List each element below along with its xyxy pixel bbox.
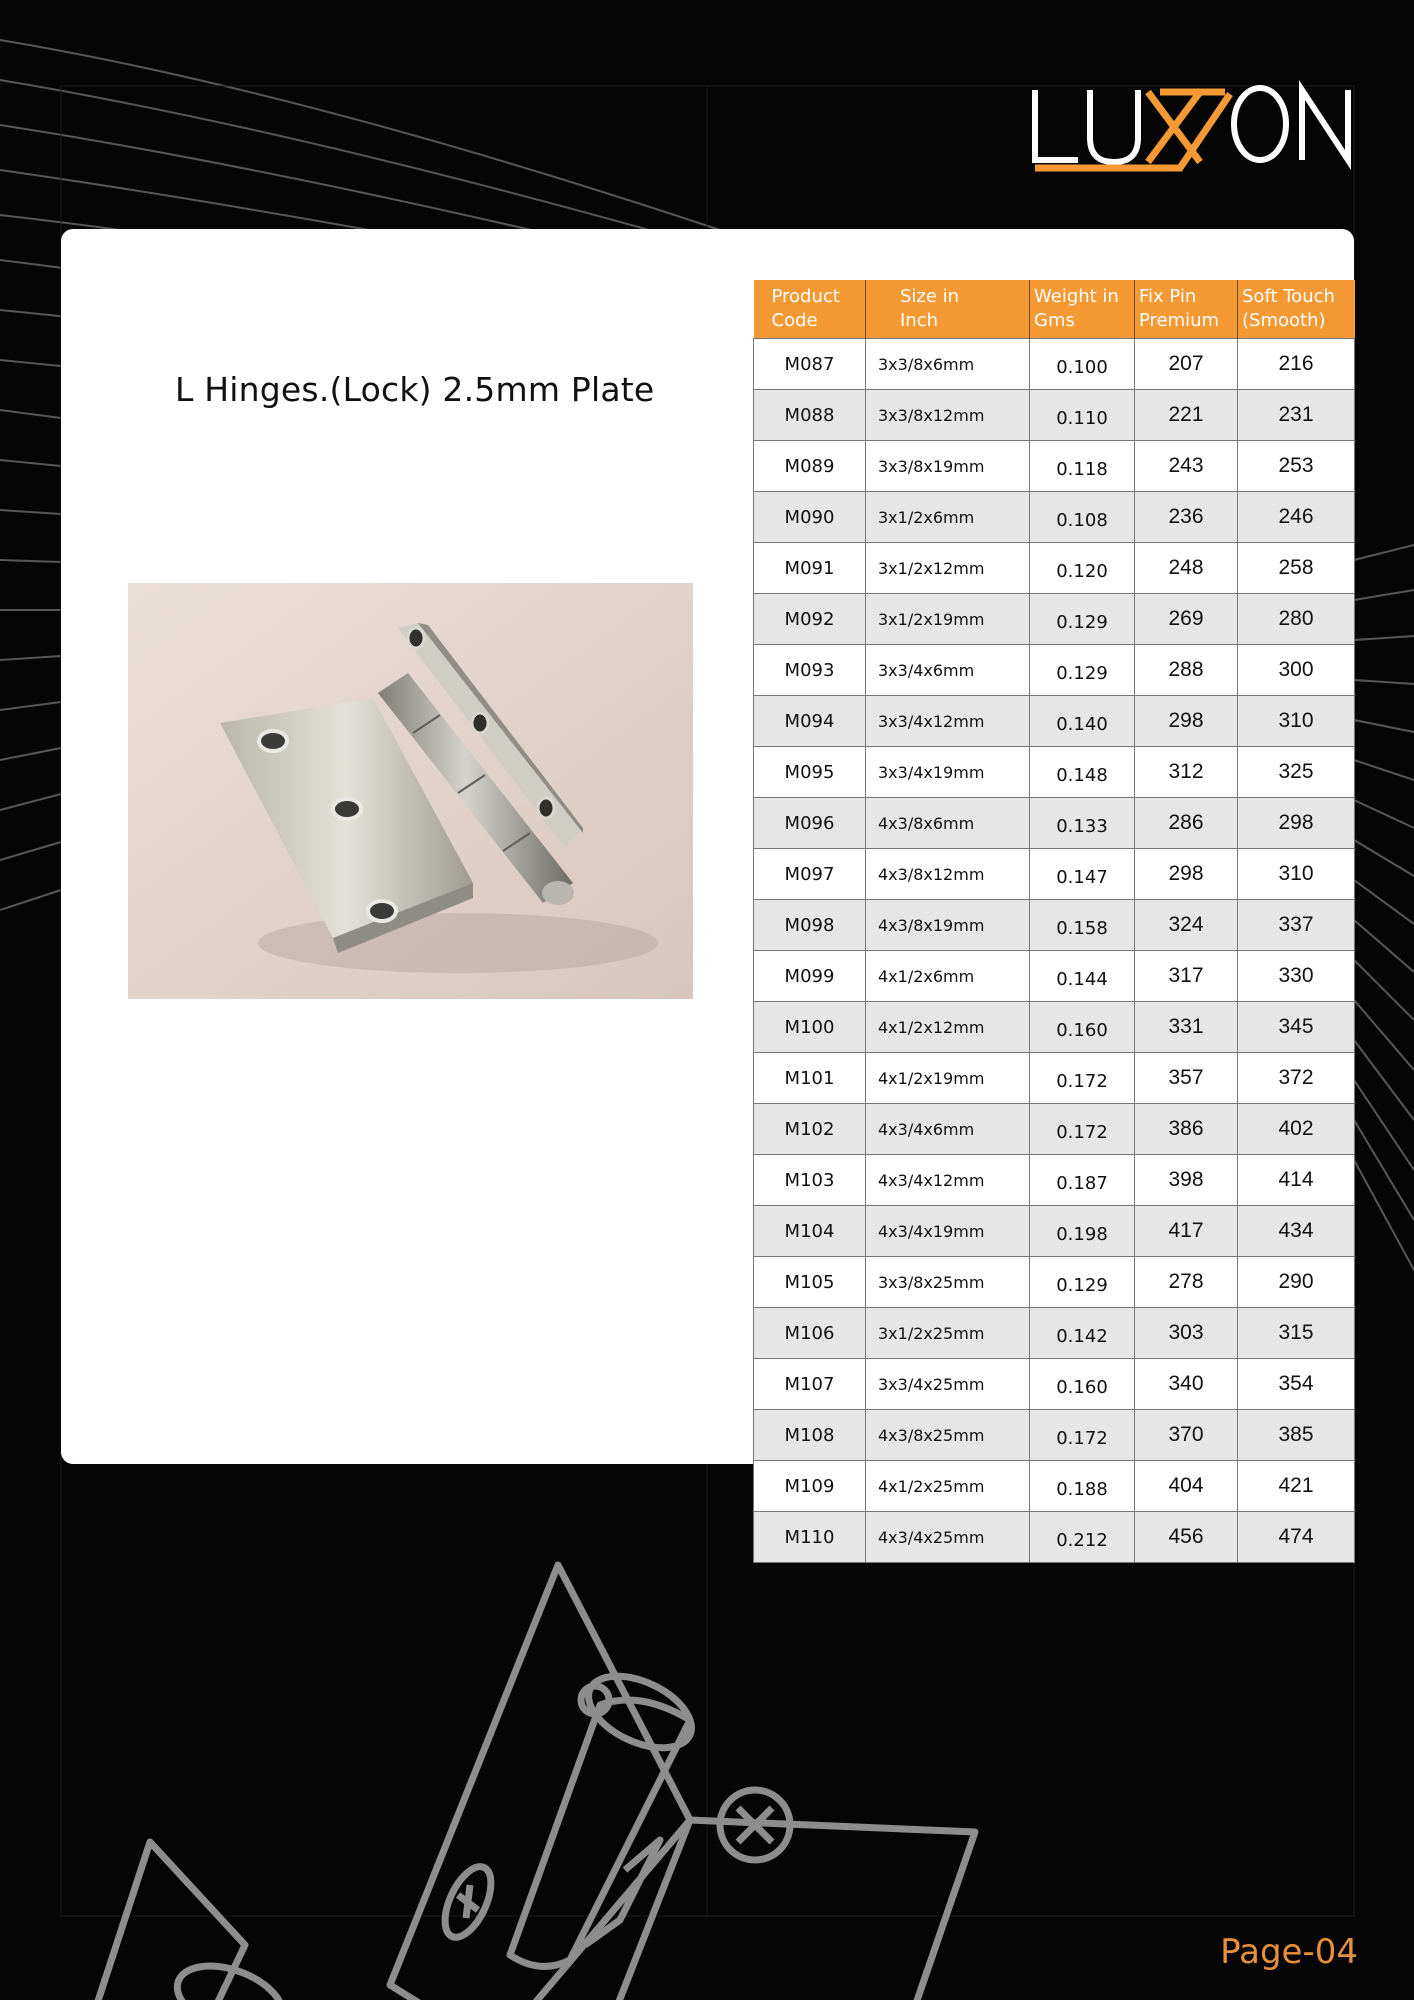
- table-body: [754, 339, 1355, 1563]
- cell-soft-touch-price: 310: [1238, 696, 1355, 747]
- cell-size: 4x1/2x6mm: [866, 951, 1030, 1002]
- table-row: [754, 1155, 1355, 1206]
- cell-fix-pin-price: 286: [1135, 798, 1238, 849]
- cell-weight: 0.108: [1030, 492, 1135, 543]
- cell-weight: 0.212: [1030, 1512, 1135, 1563]
- cell-product-code: M093: [754, 645, 866, 696]
- cell-weight: 0.142: [1030, 1308, 1135, 1359]
- cell-weight: 0.129: [1030, 645, 1135, 696]
- cell-size: 4x3/8x25mm: [866, 1410, 1030, 1461]
- table-row: [754, 900, 1355, 951]
- cell-product-code: M103: [754, 1155, 866, 1206]
- cell-weight: 0.172: [1030, 1410, 1135, 1461]
- cell-soft-touch-price: 280: [1238, 594, 1355, 645]
- luxon-logo: [1030, 80, 1360, 180]
- cell-weight: 0.172: [1030, 1104, 1135, 1155]
- cell-weight: 0.120: [1030, 543, 1135, 594]
- table-row: [754, 747, 1355, 798]
- header-size: Size in Inch: [866, 280, 1030, 339]
- cell-product-code: M106: [754, 1308, 866, 1359]
- cell-weight: 0.187: [1030, 1155, 1135, 1206]
- cell-weight: 0.158: [1030, 900, 1135, 951]
- table-row: [754, 339, 1355, 390]
- cell-product-code: M089: [754, 441, 866, 492]
- cell-soft-touch-price: 253: [1238, 441, 1355, 492]
- cell-soft-touch-price: 231: [1238, 390, 1355, 441]
- cell-product-code: M100: [754, 1002, 866, 1053]
- header-weight: Weight in Gms: [1030, 280, 1135, 339]
- cell-size: 4x1/2x19mm: [866, 1053, 1030, 1104]
- cell-soft-touch-price: 385: [1238, 1410, 1355, 1461]
- cell-product-code: M087: [754, 339, 866, 390]
- cell-size: 3x3/8x25mm: [866, 1257, 1030, 1308]
- cell-weight: 0.144: [1030, 951, 1135, 1002]
- cell-fix-pin-price: 370: [1135, 1410, 1238, 1461]
- cell-size: 4x1/2x25mm: [866, 1461, 1030, 1512]
- cell-soft-touch-price: 246: [1238, 492, 1355, 543]
- cell-weight: 0.160: [1030, 1359, 1135, 1410]
- cell-size: 4x3/8x12mm: [866, 849, 1030, 900]
- spec-table: [753, 280, 1355, 1563]
- page-number: Page-04: [1220, 1932, 1358, 1972]
- cell-product-code: M096: [754, 798, 866, 849]
- cell-soft-touch-price: 315: [1238, 1308, 1355, 1359]
- cell-soft-touch-price: 310: [1238, 849, 1355, 900]
- cell-soft-touch-price: 434: [1238, 1206, 1355, 1257]
- table-row: [754, 1308, 1355, 1359]
- cell-product-code: M105: [754, 1257, 866, 1308]
- cell-size: 4x3/4x25mm: [866, 1512, 1030, 1563]
- cell-soft-touch-price: 330: [1238, 951, 1355, 1002]
- cell-size: 3x3/8x19mm: [866, 441, 1030, 492]
- cell-fix-pin-price: 278: [1135, 1257, 1238, 1308]
- cell-soft-touch-price: 298: [1238, 798, 1355, 849]
- cell-size: 4x3/8x6mm: [866, 798, 1030, 849]
- cell-product-code: M101: [754, 1053, 866, 1104]
- cell-fix-pin-price: 288: [1135, 645, 1238, 696]
- header-fix-pin: Fix Pin Premium: [1135, 280, 1238, 339]
- cell-size: 3x1/2x6mm: [866, 492, 1030, 543]
- cell-fix-pin-price: 207: [1135, 339, 1238, 390]
- cell-product-code: M090: [754, 492, 866, 543]
- table-row: [754, 1206, 1355, 1257]
- cell-product-code: M095: [754, 747, 866, 798]
- cell-fix-pin-price: 303: [1135, 1308, 1238, 1359]
- cell-size: 4x3/4x6mm: [866, 1104, 1030, 1155]
- table-row: [754, 1359, 1355, 1410]
- cell-product-code: M088: [754, 390, 866, 441]
- cell-soft-touch-price: 402: [1238, 1104, 1355, 1155]
- cell-size: 3x3/4x19mm: [866, 747, 1030, 798]
- table-row: [754, 1002, 1355, 1053]
- cell-weight: 0.160: [1030, 1002, 1135, 1053]
- cell-fix-pin-price: 340: [1135, 1359, 1238, 1410]
- cell-fix-pin-price: 312: [1135, 747, 1238, 798]
- cell-soft-touch-price: 337: [1238, 900, 1355, 951]
- cell-size: 4x3/8x19mm: [866, 900, 1030, 951]
- header-soft-touch: Soft Touch (Smooth): [1238, 280, 1355, 339]
- cell-weight: 0.110: [1030, 390, 1135, 441]
- cell-fix-pin-price: 248: [1135, 543, 1238, 594]
- table-row: [754, 543, 1355, 594]
- cell-soft-touch-price: 258: [1238, 543, 1355, 594]
- cell-product-code: M099: [754, 951, 866, 1002]
- cell-size: 3x3/8x12mm: [866, 390, 1030, 441]
- cell-fix-pin-price: 357: [1135, 1053, 1238, 1104]
- cell-weight: 0.147: [1030, 849, 1135, 900]
- cell-soft-touch-price: 354: [1238, 1359, 1355, 1410]
- cell-weight: 0.129: [1030, 594, 1135, 645]
- cell-product-code: M094: [754, 696, 866, 747]
- table-row: [754, 1257, 1355, 1308]
- table-row: [754, 951, 1355, 1002]
- cell-product-code: M098: [754, 900, 866, 951]
- header-product-code: Product Code: [754, 280, 866, 339]
- table-row: [754, 696, 1355, 747]
- table-row: [754, 1410, 1355, 1461]
- cell-size: 3x3/4x6mm: [866, 645, 1030, 696]
- cell-fix-pin-price: 331: [1135, 1002, 1238, 1053]
- cell-weight: 0.198: [1030, 1206, 1135, 1257]
- cell-weight: 0.129: [1030, 1257, 1135, 1308]
- cell-soft-touch-price: 216: [1238, 339, 1355, 390]
- table-row: [754, 594, 1355, 645]
- table-row: [754, 1104, 1355, 1155]
- cell-soft-touch-price: 421: [1238, 1461, 1355, 1512]
- cell-product-code: M092: [754, 594, 866, 645]
- cell-size: 3x1/2x25mm: [866, 1308, 1030, 1359]
- cell-product-code: M107: [754, 1359, 866, 1410]
- cell-product-code: M091: [754, 543, 866, 594]
- cell-weight: 0.188: [1030, 1461, 1135, 1512]
- table-row: [754, 492, 1355, 543]
- cell-soft-touch-price: 300: [1238, 645, 1355, 696]
- cell-product-code: M104: [754, 1206, 866, 1257]
- table-row: [754, 390, 1355, 441]
- table-row: [754, 1053, 1355, 1104]
- table-row: [754, 849, 1355, 900]
- cell-soft-touch-price: 345: [1238, 1002, 1355, 1053]
- cell-fix-pin-price: 269: [1135, 594, 1238, 645]
- cell-weight: 0.100: [1030, 339, 1135, 390]
- cell-product-code: M110: [754, 1512, 866, 1563]
- cell-fix-pin-price: 298: [1135, 696, 1238, 747]
- cell-size: 3x3/4x12mm: [866, 696, 1030, 747]
- cell-fix-pin-price: 298: [1135, 849, 1238, 900]
- cell-product-code: M102: [754, 1104, 866, 1155]
- cell-weight: 0.133: [1030, 798, 1135, 849]
- cell-fix-pin-price: 221: [1135, 390, 1238, 441]
- cell-size: 4x1/2x12mm: [866, 1002, 1030, 1053]
- hinge-line-art: [0, 1500, 1414, 2000]
- cell-fix-pin-price: 456: [1135, 1512, 1238, 1563]
- cell-size: 3x3/8x6mm: [866, 339, 1030, 390]
- cell-fix-pin-price: 386: [1135, 1104, 1238, 1155]
- table-row: [754, 441, 1355, 492]
- table-row: [754, 645, 1355, 696]
- cell-product-code: M108: [754, 1410, 866, 1461]
- cell-fix-pin-price: 398: [1135, 1155, 1238, 1206]
- cell-fix-pin-price: 243: [1135, 441, 1238, 492]
- cell-size: 3x1/2x12mm: [866, 543, 1030, 594]
- cell-size: 3x3/4x25mm: [866, 1359, 1030, 1410]
- cell-size: 4x3/4x12mm: [866, 1155, 1030, 1206]
- cell-product-code: M097: [754, 849, 866, 900]
- cell-soft-touch-price: 325: [1238, 747, 1355, 798]
- cell-soft-touch-price: 290: [1238, 1257, 1355, 1308]
- cell-product-code: M109: [754, 1461, 866, 1512]
- table-header-row: [754, 280, 1355, 339]
- cell-fix-pin-price: 417: [1135, 1206, 1238, 1257]
- cell-soft-touch-price: 414: [1238, 1155, 1355, 1206]
- cell-fix-pin-price: 236: [1135, 492, 1238, 543]
- cell-size: 3x1/2x19mm: [866, 594, 1030, 645]
- cell-soft-touch-price: 474: [1238, 1512, 1355, 1563]
- cell-fix-pin-price: 404: [1135, 1461, 1238, 1512]
- cell-weight: 0.140: [1030, 696, 1135, 747]
- product-title: L Hinges.(Lock) 2.5mm Plate: [175, 370, 655, 409]
- cell-soft-touch-price: 372: [1238, 1053, 1355, 1104]
- cell-fix-pin-price: 317: [1135, 951, 1238, 1002]
- cell-weight: 0.118: [1030, 441, 1135, 492]
- cell-weight: 0.148: [1030, 747, 1135, 798]
- cell-size: 4x3/4x19mm: [866, 1206, 1030, 1257]
- cell-weight: 0.172: [1030, 1053, 1135, 1104]
- cell-fix-pin-price: 324: [1135, 900, 1238, 951]
- table-row: [754, 798, 1355, 849]
- hinge-photo: [128, 583, 693, 999]
